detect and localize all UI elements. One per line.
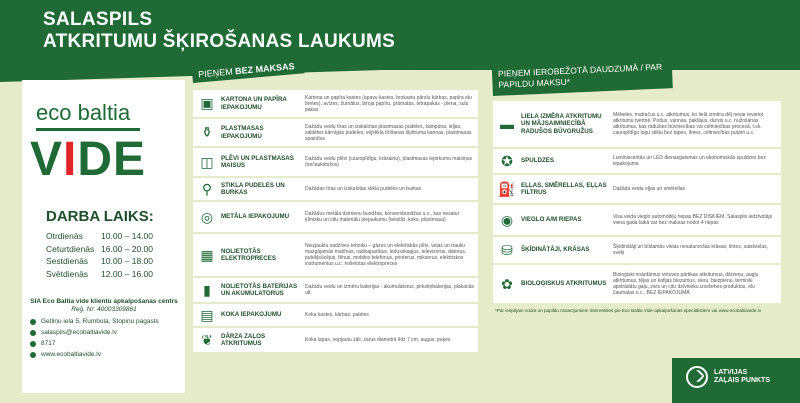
- light-bulb-icon: ✪: [501, 152, 513, 169]
- green-point-label: [714, 369, 770, 385]
- list-item: [193, 202, 478, 232]
- item-name: BIOLOĢISKUS ATKRITUMUS: [521, 280, 607, 288]
- apple-icon: ✿: [501, 275, 513, 292]
- list-item: [493, 101, 781, 147]
- paint-can-icon: ⛁: [501, 241, 513, 258]
- hours-row: [46, 268, 153, 281]
- item-desc: Dažādus metāla dzērienu bundžas, konservbundžas u.c., kas nesatur ķīmisku un citu materiālu piejaukumu (tekstils, koks, plastmasa): [305, 211, 460, 223]
- logo-eco-baltia: eco baltia: [36, 100, 131, 125]
- item-desc: Dažādu veidu plēvi (caurspīdīgu, krāsainu), plastmasas iepirkumu maisiņus (nečaukstošos): [305, 156, 473, 168]
- free-tag-bold: BEZ MAKSAS: [234, 61, 295, 77]
- client-address-row: [30, 318, 178, 326]
- paid-accept-tag: PIEŅEM IEROBEŽOTĀ DAUDZUMĀ / PAR PAPILDU MAKSU*: [492, 58, 673, 96]
- list-item: [493, 265, 781, 303]
- list-item: [193, 148, 478, 176]
- plastic-bag-icon: ◫: [200, 153, 214, 170]
- item-desc: Dažāda veida eļļas un smērellas: [613, 186, 685, 192]
- leaf-icon: ❦: [201, 331, 213, 348]
- hours-title: DARBA LAIKS:: [46, 208, 154, 225]
- item-desc: Mēbeles, matračus u.c. atkritumus, ko lielā izmēra dēļ nevar ievietot atkritumu tvertnē. Podus, vannas, paklājus, durvis u.c. nužošanas atkritumus, kas radušies būvniecības vai celtniecības procesā, t.sk. caurspīdīgu logu stiklu bez tapes, līmes, celtniecības putām u.c.: [613, 112, 764, 136]
- client-email-row: [30, 329, 178, 337]
- hours-time: 12.00 – 16.00: [101, 268, 153, 279]
- client-phone[interactable]: 8717: [41, 340, 56, 347]
- item-desc: Luminiscentās un LED dienasgaismas un ekonomiskās spuldzes bez iepakojuma: [613, 155, 766, 167]
- item-desc: Šķīdinātāji un bīstamās vielas nesatursošas krāsas, tintes, saistvielas, sveķi: [613, 244, 769, 256]
- client-email[interactable]: salaspils@ecobaltiavide.lv: [41, 329, 117, 336]
- green-point-line-1: LATVIJAS: [714, 369, 748, 376]
- hours-day: Otrdienās: [46, 231, 83, 241]
- logo-vide: [30, 132, 146, 187]
- item-desc: Dažādas tīras un izskalotas stikla pudeles un burkas: [305, 186, 422, 192]
- item-name: KARTONA UN PAPĪRA IEPAKOJUMU: [221, 96, 287, 111]
- plastic-bottle-icon: ⚱: [201, 124, 213, 140]
- list-item: [493, 175, 781, 203]
- client-reg: Reģ. Nr. 40003309861: [71, 306, 137, 313]
- list-item: [193, 178, 478, 200]
- title-line-1: SALASPILS: [43, 9, 153, 30]
- green-point-line-2: ZAĻAIS PUNKTS: [714, 377, 770, 384]
- client-web[interactable]: www.ecobaltiavide.lv: [41, 351, 101, 358]
- item-name: NOLIETOTĀS BATERIJAS UN AKUMULATORUS: [221, 282, 298, 297]
- logo-letter-v: V: [30, 133, 64, 186]
- hours-day: Sestdienās: [46, 256, 89, 266]
- item-name: VIEGLO A/M RIEPAS: [521, 216, 582, 224]
- hours-row: [46, 230, 153, 243]
- battery-icon: ▮: [203, 281, 211, 298]
- item-name: PLASTMASAS IEPAKOJUMU: [221, 125, 264, 140]
- hours-list: [46, 230, 153, 280]
- item-name: NOLIETOTĀS ELEKTROPRECES: [221, 247, 277, 262]
- item-desc: Dažādu veidu tīras un izskalotas plastmasas pudeles, šampūna, ieļļas, saldētes kārnīgās pudeles, vējstikla tīrīšanas šķidruma kannas, plastmasas spainītus: [305, 123, 472, 142]
- item-desc: Koka lapas, nopļautu zāli, zarus diametrā līdz 7 cm, augus, puķes: [305, 337, 451, 343]
- list-item: [493, 205, 781, 235]
- logo-letters-de: DE: [77, 133, 147, 186]
- item-name: DĀRZA ZAĻOS ATKRITUMUS: [221, 332, 266, 347]
- hours-row: [46, 255, 153, 268]
- item-name: STIKLA PUDELES UN BURKAS: [221, 181, 285, 196]
- client-address: Getliņu iela 5, Rumbula, Stopiņu pagasts: [41, 318, 159, 325]
- paid-items-list: [493, 101, 781, 305]
- logo-letter-i: I: [63, 133, 78, 186]
- hours-day: Svētdienās: [46, 268, 89, 279]
- list-item: [493, 237, 781, 263]
- client-center: [30, 298, 178, 362]
- item-name: LIELA IZMĒRA ATKRITUMU UN MĀJSAIMNIECĪBĀ RADUŠOS BŪVGRUŽUS: [521, 113, 602, 135]
- list-item: [493, 149, 781, 173]
- oil-can-icon: ⛽: [498, 180, 516, 197]
- title-line-2: ATKRITUMU ŠĶIROŠANAS LAUKUMS: [43, 31, 396, 52]
- hours-time: 10.00 – 14.00: [101, 231, 153, 241]
- logo-divider: [36, 128, 140, 131]
- tire-icon: ◉: [500, 211, 514, 228]
- page-title: [43, 9, 395, 53]
- item-desc: Bioloģiski noārdāmus virtuves pārtikas atkritumus, dārzeņu, augļu atkritumus, tējas un kafijas biezumus, sieru, biezpienu, termiski apstrādātu gaļu, zivis un citu dzīvnieku izcelsmes produktus, olu čaumalas u.c., BEZ IEPAKOJUMA: [613, 272, 759, 296]
- wood-pallet-icon: ▤: [200, 306, 214, 323]
- glass-bottle-icon: ⚲: [201, 180, 213, 197]
- list-item: [193, 90, 478, 117]
- electronics-icon: ▦: [200, 246, 214, 263]
- item-name: ŠĶĪDINĀTĀJI, KRĀSAS: [521, 246, 590, 254]
- item-desc: Neizjauktu sadzīves tehniku – gāzes un elektriskās plīts, veļas un trauku mazgājamās mašīnas, radioaparātus, ledusskapjus, televizorus, datorus, putekļsūcējus, fēnus, mobilos telefonus, printerus, mikserus, elektriskos instrumentus u.c. nolietotas elektropreces: [305, 243, 467, 267]
- item-name: PLĒVI UN PLASTMASAS MAISUS: [221, 154, 294, 169]
- item-name: SPULDZES: [521, 157, 555, 165]
- footnote: *Par iespējām nodot un papildu nosacījumiem interesēties pie Eco Baltia Vide apkalpošanas speciālistiem vai www.ecobaltiavide.lv: [495, 308, 761, 313]
- list-item: [193, 328, 478, 352]
- item-name: KOKA IEPAKOJUMU: [221, 311, 282, 319]
- item-name: EĻĻAS, SMĒRELLAS, EĻĻAS FILTRUS: [521, 181, 607, 196]
- cardboard-icon: ▣: [200, 95, 214, 111]
- email-icon: [30, 330, 36, 336]
- hours-time: 10.00 – 18.00: [101, 256, 153, 266]
- hours-day: Ceturtdienās: [46, 243, 95, 254]
- free-items-list: [193, 90, 478, 354]
- free-tag-prefix: PIEŅEM: [197, 66, 236, 80]
- hours-time: 16.00 – 20.00: [101, 243, 153, 254]
- item-desc: Visa veida vieglo automobiļu riepas BEZ DISKIEM. Salaspils iedzīvotājs viena gada laikā var bez maksas nodot 4 riepas: [613, 214, 773, 226]
- sofa-icon: ▬: [500, 116, 514, 132]
- client-title: SIA Eco Baltia vide klientu apkalpošanas centrs: [30, 298, 178, 305]
- hours-row: [46, 243, 153, 256]
- list-item: [193, 119, 478, 146]
- recycle-icon: [686, 366, 708, 388]
- item-desc: Kartona un papīra kastes (apavu kastes, brokastu pārslu kārbas, papīra olu bretes), avīzes, žurnālus, biroja papīru, grāmatas, tetrapakas - piena, sulu pakas: [305, 94, 472, 113]
- client-web-row: [30, 351, 178, 359]
- item-desc: Dažādu veidu un izmēru baterijas - akumulatorus, pirkstiņbaterijas, plakanās utt.: [305, 284, 474, 296]
- list-item: [193, 278, 478, 302]
- list-item: [193, 304, 478, 326]
- metal-can-icon: ◎: [200, 208, 214, 225]
- list-item: [193, 234, 478, 276]
- location-icon: [30, 319, 36, 325]
- client-phone-row: [30, 340, 178, 348]
- item-name: METĀLA IEPAKOJUMU: [221, 213, 290, 221]
- item-desc: Koka kastes, kārbas, paletes: [305, 312, 369, 318]
- globe-icon: [30, 352, 36, 358]
- phone-icon: [30, 341, 36, 347]
